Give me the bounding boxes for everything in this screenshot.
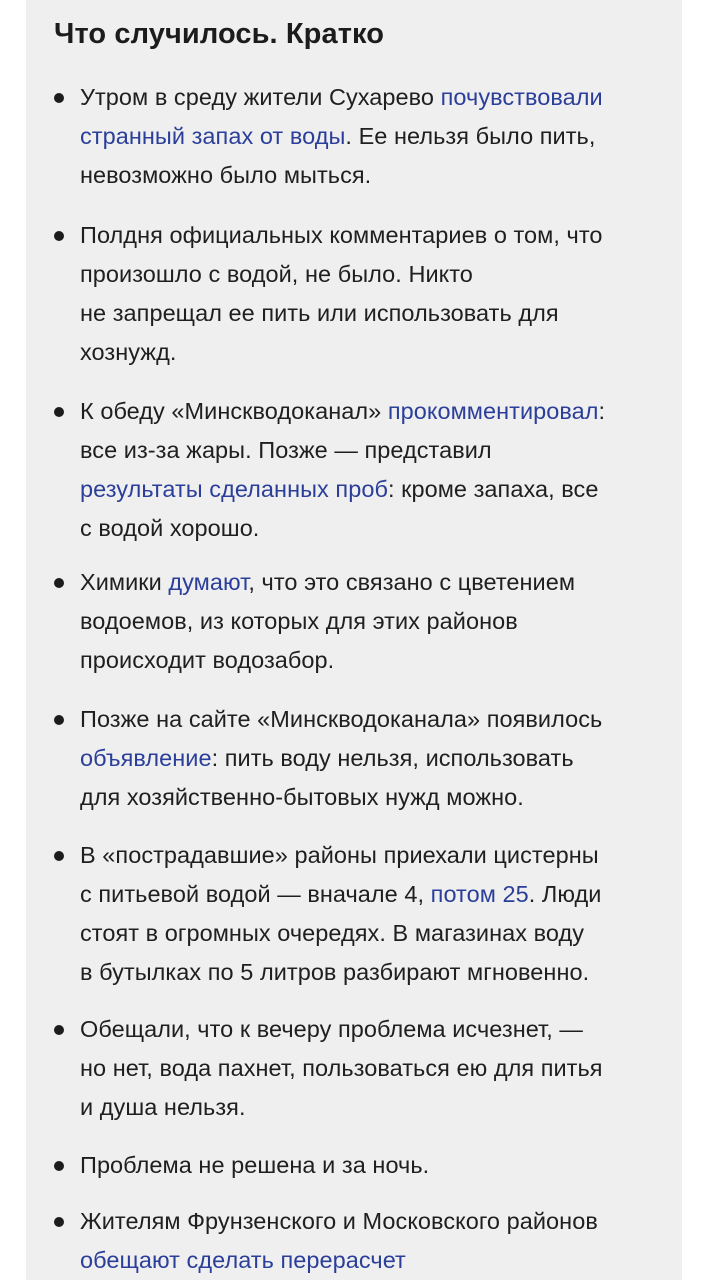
- summary-item-line: [80, 953, 660, 992]
- summary-item-line: [80, 836, 660, 875]
- summary-item: [80, 563, 660, 680]
- summary-text: происходит водозабор.: [80, 647, 335, 673]
- summary-text: , что это связано с цветением: [248, 569, 576, 595]
- summary-item-line: [80, 563, 660, 602]
- summary-item-line: [80, 1010, 660, 1049]
- summary-text: водоемов, из которых для этих районов: [80, 608, 518, 634]
- summary-item-line: [80, 700, 660, 739]
- summary-item-line: [80, 78, 660, 117]
- summary-item: [80, 216, 660, 372]
- summary-item-line: [80, 392, 660, 431]
- summary-item-line: [80, 1146, 660, 1185]
- summary-text: Полдня официальных комментариев о том, что: [80, 222, 603, 248]
- summary-item-line: [80, 509, 660, 548]
- summary-item: [80, 392, 660, 548]
- summary-text: Химики: [80, 569, 169, 595]
- inline-link[interactable]: прокомментировал: [387, 398, 599, 424]
- inline-link[interactable]: потом 25: [430, 881, 529, 907]
- summary-text: все из-за жары. Позже — представил: [80, 437, 492, 463]
- summary-text: с водой хорошо.: [80, 515, 260, 541]
- summary-text: :: [598, 398, 606, 424]
- summary-item: [80, 78, 660, 195]
- summary-text: Проблема не решена и за ночь.: [80, 1152, 430, 1178]
- summary-text: Позже на сайте «Минскводоканала» появилось: [80, 706, 603, 732]
- summary-item: [80, 1010, 660, 1127]
- summary-item-line: [80, 156, 660, 195]
- summary-item-line: [80, 739, 660, 778]
- summary-text: : пить воду нельзя, использовать: [211, 745, 574, 771]
- summary-item-line: [80, 1088, 660, 1127]
- summary-text: хознужд.: [80, 339, 177, 365]
- summary-item-line: [80, 602, 660, 641]
- summary-item: [80, 1146, 660, 1185]
- summary-item-line: [80, 431, 660, 470]
- summary-item-line: [80, 470, 660, 509]
- summary-text: . Ее нельзя было пить,: [345, 123, 596, 149]
- inline-link[interactable]: странный запах от воды: [80, 123, 346, 149]
- summary-text: невозможно было мыться.: [80, 162, 372, 188]
- inline-link[interactable]: результаты сделанных проб: [80, 476, 388, 502]
- summary-item: [80, 700, 660, 817]
- summary-text: произошло с водой, не было. Никто: [80, 261, 473, 287]
- summary-text: Жителям Фрунзенского и Московского районов: [80, 1208, 598, 1234]
- summary-text: Обещали, что к вечеру проблема исчезнет, —: [80, 1016, 583, 1042]
- summary-text: Утром в среду жители Сухарево: [80, 84, 441, 110]
- summary-text: . Люди: [528, 881, 602, 907]
- summary-text: и душа нельзя.: [80, 1094, 246, 1120]
- section-title: Что случилось. Кратко: [54, 18, 385, 50]
- summary-text: стоят в огромных очередях. В магазинах воду: [80, 920, 585, 946]
- summary-item-line: [80, 117, 660, 156]
- summary-text: в бутылках по 5 литров разбирают мгновенно.: [80, 959, 590, 985]
- summary-item: [80, 1202, 660, 1280]
- inline-link[interactable]: думают: [168, 569, 249, 595]
- summary-item: [80, 836, 660, 992]
- summary-item-line: [80, 641, 660, 680]
- summary-item-line: [80, 914, 660, 953]
- summary-item-line: [80, 216, 660, 255]
- inline-link[interactable]: объявление: [80, 745, 212, 771]
- summary-item-line: [80, 255, 660, 294]
- summary-item-line: [80, 333, 660, 372]
- summary-item-line: [80, 778, 660, 817]
- summary-item-line: [80, 1241, 660, 1280]
- summary-text: К обеду «Минскводоканал»: [80, 398, 388, 424]
- summary-item-line: [80, 875, 660, 914]
- summary-text: не запрещал ее пить или использовать для: [80, 300, 559, 326]
- inline-link[interactable]: почувствовали: [440, 84, 603, 110]
- summary-item-line: [80, 1202, 660, 1241]
- summary-text: но нет, вода пахнет, пользоваться ею для питья: [80, 1055, 603, 1081]
- summary-text: с питьевой водой — вначале 4,: [80, 881, 431, 907]
- summary-text: для хозяйственно-бытовых нужд можно.: [80, 784, 524, 810]
- summary-text: : кроме запаха, все: [387, 476, 599, 502]
- summary-item-line: [80, 294, 660, 333]
- summary-text: В «пострадавшие» районы приехали цистерны: [80, 842, 599, 868]
- inline-link[interactable]: обещают сделать перерасчет: [80, 1247, 406, 1273]
- summary-item-line: [80, 1049, 660, 1088]
